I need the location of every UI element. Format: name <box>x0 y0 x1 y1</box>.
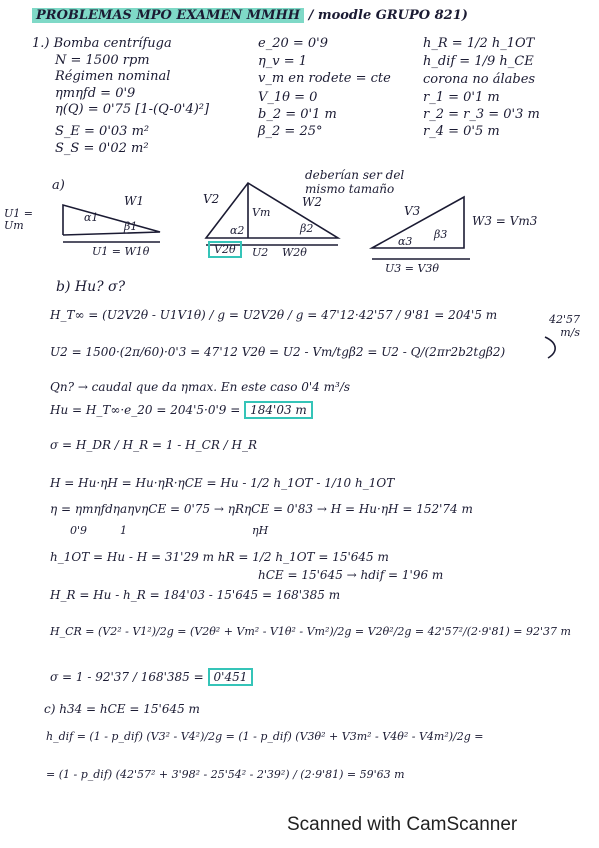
given-line: N = 1500 rpm <box>55 53 150 68</box>
underbrace-value: ηH <box>252 524 269 537</box>
given-line: 1.) Bomba centrífuga <box>32 36 172 51</box>
label-v2: V2 <box>203 192 220 206</box>
label-w3: W3 = Vm3 <box>472 214 538 228</box>
title-highlight: PROBLEMAS MPO EXAMEN MMHH <box>32 8 304 23</box>
label-v3: V3 <box>404 204 421 218</box>
solution-line: = (1 - p_dif) (42'57² + 3'98² - 25'54² - 2'39²) / (2·9'81) = 59'63 m <box>46 768 405 781</box>
given-line: h_dif = 1/9 h_CE <box>423 54 534 69</box>
underbrace-value: 0'9 <box>70 524 88 537</box>
solution-line: H_CR = (V2² - V1²)/2g = (V2θ² + Vm² - V1θ² - Vm²)/2g = V2θ²/2g = 42'57²/(2·9'81) = 92'37 m <box>50 625 571 638</box>
given-line: β_2 = 25° <box>258 124 323 139</box>
label-w2: W2 <box>302 195 322 209</box>
given-line: b_2 = 0'1 m <box>258 107 337 122</box>
label-beta1: β1 <box>124 220 138 233</box>
part-b-heading: b) Hu? σ? <box>56 279 126 295</box>
given-line: h_R = 1/2 h_1OT <box>423 36 535 51</box>
given-line: r_4 = 0'5 m <box>423 124 500 139</box>
solution-line: c) h34 = hCE = 15'645 m <box>44 702 200 716</box>
given-line: Régimen nominal <box>55 69 171 84</box>
solution-line: U2 = 1500·(2π/60)·0'3 = 47'12 V2θ = U2 - Vm/tgβ2 = U2 - Q/(2πr2b2tgβ2) <box>50 345 506 359</box>
given-line: r_2 = r_3 = 0'3 m <box>423 107 540 122</box>
label-beta2: β2 <box>300 222 314 235</box>
given-line: S_S = 0'02 m² <box>55 141 149 156</box>
solution-line: η = ηmηfdηaηvηCE = 0'75 → ηRηCE = 0'83 → H = Hu·ηH = 152'74 m <box>50 502 473 516</box>
sigma-formula: σ = 1 - 92'37 / 168'385 = <box>50 670 204 684</box>
solution-line <box>50 670 253 684</box>
solution-line: H_R = Hu - h_R = 184'03 - 15'645 = 168'385 m <box>50 588 341 602</box>
triangle-1 <box>63 205 160 235</box>
v2theta-value: 42'57 m/s <box>548 313 580 339</box>
solution-line <box>50 403 313 417</box>
solution-line: σ = H_DR / H_R = 1 - H_CR / H_R <box>50 438 258 452</box>
course-label: / moodle GRUPO 821) <box>308 8 468 23</box>
given-line: ηmηfd = 0'9 <box>55 86 136 101</box>
label-u1: U1 = Um <box>4 207 33 232</box>
given-line: η_v = 1 <box>258 54 308 69</box>
label-v2theta <box>208 243 242 256</box>
label-w2theta: W2θ <box>282 246 307 259</box>
same-size-note: deberían ser del mismo tamaño <box>305 168 405 196</box>
v2theta-box: V2θ <box>208 241 242 258</box>
label-beta3: β3 <box>434 228 448 241</box>
label-base-1: U1 = W1θ <box>92 245 150 258</box>
solution-line: H = Hu·ηH = Hu·ηR·ηCE = Hu - 1/2 h_1OT - 1/10 h_1OT <box>50 476 395 490</box>
arrow-to-v2theta <box>545 337 555 358</box>
hu-result: 184'03 m <box>244 401 313 419</box>
given-line: r_1 = 0'1 m <box>423 90 500 105</box>
solution-line: h_dif = (1 - p_dif) (V3² - V4²)/2g = (1 - p_dif) (V3θ² + V3m² - V4θ² - V4m²)/2g = <box>46 730 484 743</box>
solution-line: h_1OT = Hu - H = 31'29 m hR = 1/2 h_1OT = 15'645 m <box>50 550 389 564</box>
given-line: v_m en rodete = cte <box>258 71 391 86</box>
label-vm: Vm <box>252 206 271 219</box>
label-alpha2: α2 <box>230 224 245 237</box>
underbrace-value: 1 <box>120 524 127 537</box>
given-line: V_1θ = 0 <box>258 90 318 105</box>
hu-formula: Hu = H_T∞·e_20 = 204'5·0'9 = <box>50 403 241 417</box>
given-line: e_20 = 0'9 <box>258 36 329 51</box>
part-a-label: a) <box>52 178 65 193</box>
given-line: η(Q) = 0'75 [1-(Q-0'4)²] <box>55 102 210 117</box>
label-alpha1: α1 <box>84 211 99 224</box>
sigma-result: 0'451 <box>208 668 254 686</box>
scanner-watermark: Scanned with CamScanner <box>287 814 518 835</box>
given-line: corona no álabes <box>423 72 536 87</box>
label-alpha3: α3 <box>398 235 413 248</box>
label-w1: W1 <box>124 194 144 208</box>
solution-line: hCE = 15'645 → hdif = 1'96 m <box>258 568 444 582</box>
solution-line: H_T∞ = (U2V2θ - U1V1θ) / g = U2V2θ / g = 47'12·42'57 / 9'81 = 204'5 m <box>50 308 498 322</box>
given-line: S_E = 0'03 m² <box>55 124 150 139</box>
label-u2: U2 <box>252 246 269 259</box>
solution-line: Qn? → caudal que da ηmax. En este caso 0'4 m³/s <box>50 380 351 394</box>
label-base-3: U3 = V3θ <box>385 262 440 275</box>
